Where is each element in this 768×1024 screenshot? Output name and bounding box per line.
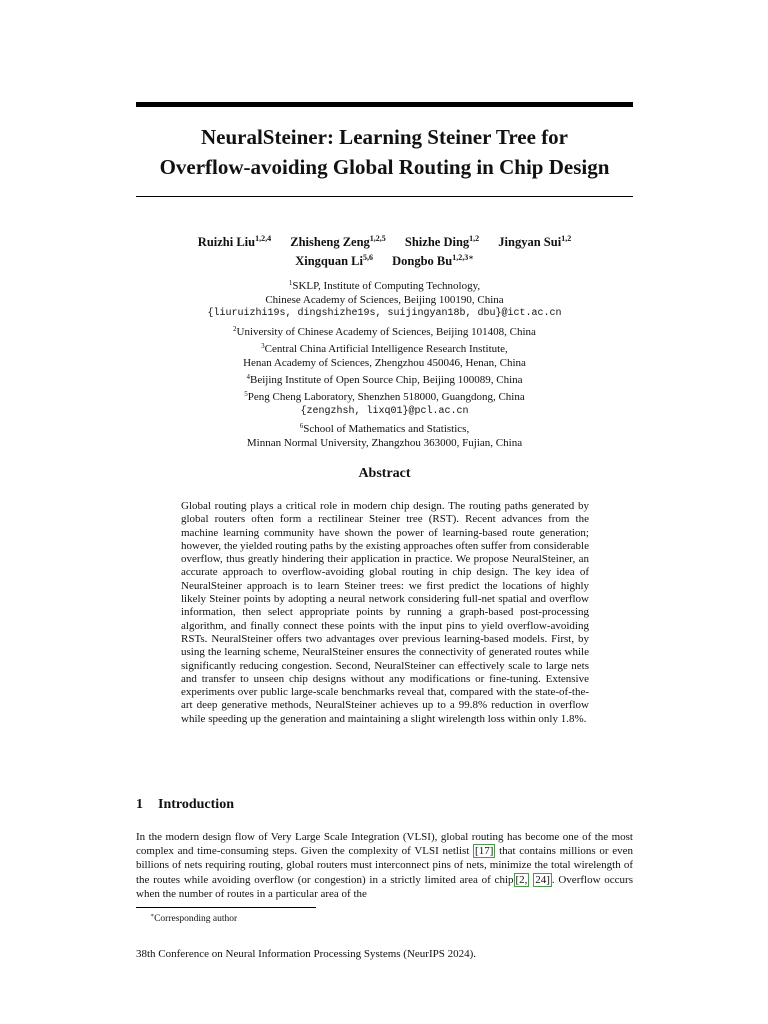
- author: [198, 231, 271, 250]
- affiliation-mark: 1: [288, 279, 293, 287]
- affiliation-text: Beijing Institute of Open Source Chip, Beijing 100089, China: [249, 374, 523, 387]
- author-name: Shizhe Ding: [404, 235, 470, 249]
- author: [290, 231, 386, 250]
- affiliation-line: [136, 370, 633, 387]
- affiliation-line: [136, 387, 633, 404]
- affiliation-line: Minnan Normal University, Zhangzhou 363000, Fujian, China: [246, 437, 523, 450]
- affiliation-mark: 6: [299, 421, 304, 430]
- section-heading: [136, 797, 633, 813]
- affiliation-text: Central China Artificial Intelligence Research Institute,: [264, 342, 508, 355]
- affiliation-line: [136, 339, 633, 356]
- affiliation-text: University of Chinese Academy of Sciences, Beijing 101408, China: [236, 325, 536, 338]
- affiliation-line: Henan Academy of Sciences, Zhengzhou 450046, Henan, China: [243, 357, 526, 370]
- author-name: Jingyan Sui: [498, 235, 562, 249]
- section-number: 1: [136, 797, 143, 812]
- abstract-heading: Abstract: [358, 466, 411, 481]
- title-bottom-rule: [136, 196, 633, 197]
- author-list: [136, 231, 633, 269]
- author-name: Dongbo Bu: [392, 254, 453, 268]
- abstract-text: Global routing plays a critical role in modern chip design. The routing paths generated by global routers often form a rectilinear Steiner tree (RST). Recent advances from the machine learning community have shown the power of learning-based route generation; however, the yielded routing paths by the existing approaches often suffer from considerable overflow, thus greatly hindering their application in practice. We propose NeuralSteiner, an accurate approach to overflow-avoiding global routing in chip design. The key idea of NeuralSteiner approach is to learn Steiner trees: we first predict the locations of highly likely Steiner points by adopting a neural network considering full-net spatial and overflow information, then select appropriate points by running a graph-based post-processing algorithm, and finally connect these points with the input pins to yield overflow-avoiding RSTs. NeuralSteiner offers two advantages over previous learning-based models. First, by using the learning scheme, NeuralSteiner ensures the connectivity of generated routes while significantly reducing congestion. Second, NeuralSteiner can effectively scale to large nets and transfer to unseen chip designs without any modifications or fine-tuning. Extensive experiments over public large-scale benchmarks reveal that, compared with the state-of-the-art deep generative methods, NeuralSteiner achieves up to a 99.8% reduction in overflow while speeding up the generation and maintaining a slight wirelength loss within only 1.8%.: [181, 500, 589, 725]
- author-row-2: [136, 250, 633, 269]
- body-text: . Overflow occurs when the number of routes in a particular area of the: [136, 873, 633, 900]
- affiliation-mark: 3: [261, 341, 265, 350]
- paper-title: [136, 122, 633, 182]
- affiliations: [136, 276, 633, 450]
- affiliation-text: School of Mathematics and Statistics,: [303, 422, 470, 435]
- author-row-1: [136, 231, 633, 250]
- author: [498, 231, 571, 250]
- title-line-1: NeuralSteiner: Learning Steiner Tree for: [200, 125, 569, 149]
- affiliation-mark: 2: [233, 324, 237, 333]
- footnote-rule: [136, 907, 316, 908]
- title-top-rule: [136, 102, 633, 107]
- author-name: Xingquan Li: [295, 254, 363, 268]
- citation-link[interactable]: 24]: [535, 873, 550, 886]
- body-text: that contains millions or even billions of nets requiring routing, global routers must interconnect pins of nets, minimize the total wirelength of the routes while avoiding overflow (or congestion) in a strictly limited area of chip: [136, 845, 633, 886]
- author-affiliation-mark: 1,2: [561, 234, 572, 243]
- introduction-paragraph: [136, 830, 633, 901]
- section-title: Introduction: [158, 797, 234, 812]
- author: [295, 250, 373, 269]
- citation-link[interactable]: [2,: [515, 873, 528, 886]
- author-affiliation-mark: 1,2,4: [255, 234, 272, 243]
- affiliation-mark: 4: [246, 373, 250, 382]
- footnote-text: Corresponding author: [154, 914, 238, 924]
- affiliation-text: Peng Cheng Laboratory, Shenzhen 518000, Guangdong, China: [247, 391, 525, 404]
- author-affiliation-mark: 5,6: [362, 253, 373, 262]
- author: [392, 250, 474, 269]
- footnote: [150, 910, 237, 925]
- footnote-mark: ∗: [150, 913, 155, 919]
- body-text: In the modern design flow of Very Large Scale Integration (VLSI), global routing has become one of the most complex and time-consuming steps. Given the complexity of VLSI netlist: [136, 831, 633, 858]
- conference-venue: 38th Conference on Neural Information Processing Systems (NeurIPS 2024).: [136, 948, 477, 960]
- affiliation-line: [136, 419, 633, 436]
- email-line: {zengzhsh, lixq01}@pcl.ac.cn: [300, 405, 469, 417]
- affiliation-line: Chinese Academy of Sciences, Beijing 100190, China: [265, 294, 504, 307]
- author-affiliation-mark: 1,2,5: [369, 234, 386, 243]
- affiliation-text: SKLP, Institute of Computing Technology,: [292, 280, 481, 292]
- author-name: Ruizhi Liu: [197, 235, 256, 249]
- author-affiliation-mark: 1,2: [469, 234, 480, 243]
- author: [405, 231, 479, 250]
- author-name: Zhisheng Zeng: [290, 235, 370, 249]
- author-affiliation-mark: 1,2,3∗: [452, 253, 474, 262]
- affiliation-line: [136, 322, 633, 339]
- affiliation-mark: 5: [244, 390, 248, 399]
- email-line: {liuruizhi19s, dingshizhe19s, suijingyan18b, dbu}@ict.ac.cn: [207, 308, 562, 320]
- title-line-2: Overflow-avoiding Global Routing in Chip Design: [159, 155, 610, 179]
- citation-link[interactable]: [17]: [475, 845, 494, 858]
- affiliation-line: [136, 276, 633, 293]
